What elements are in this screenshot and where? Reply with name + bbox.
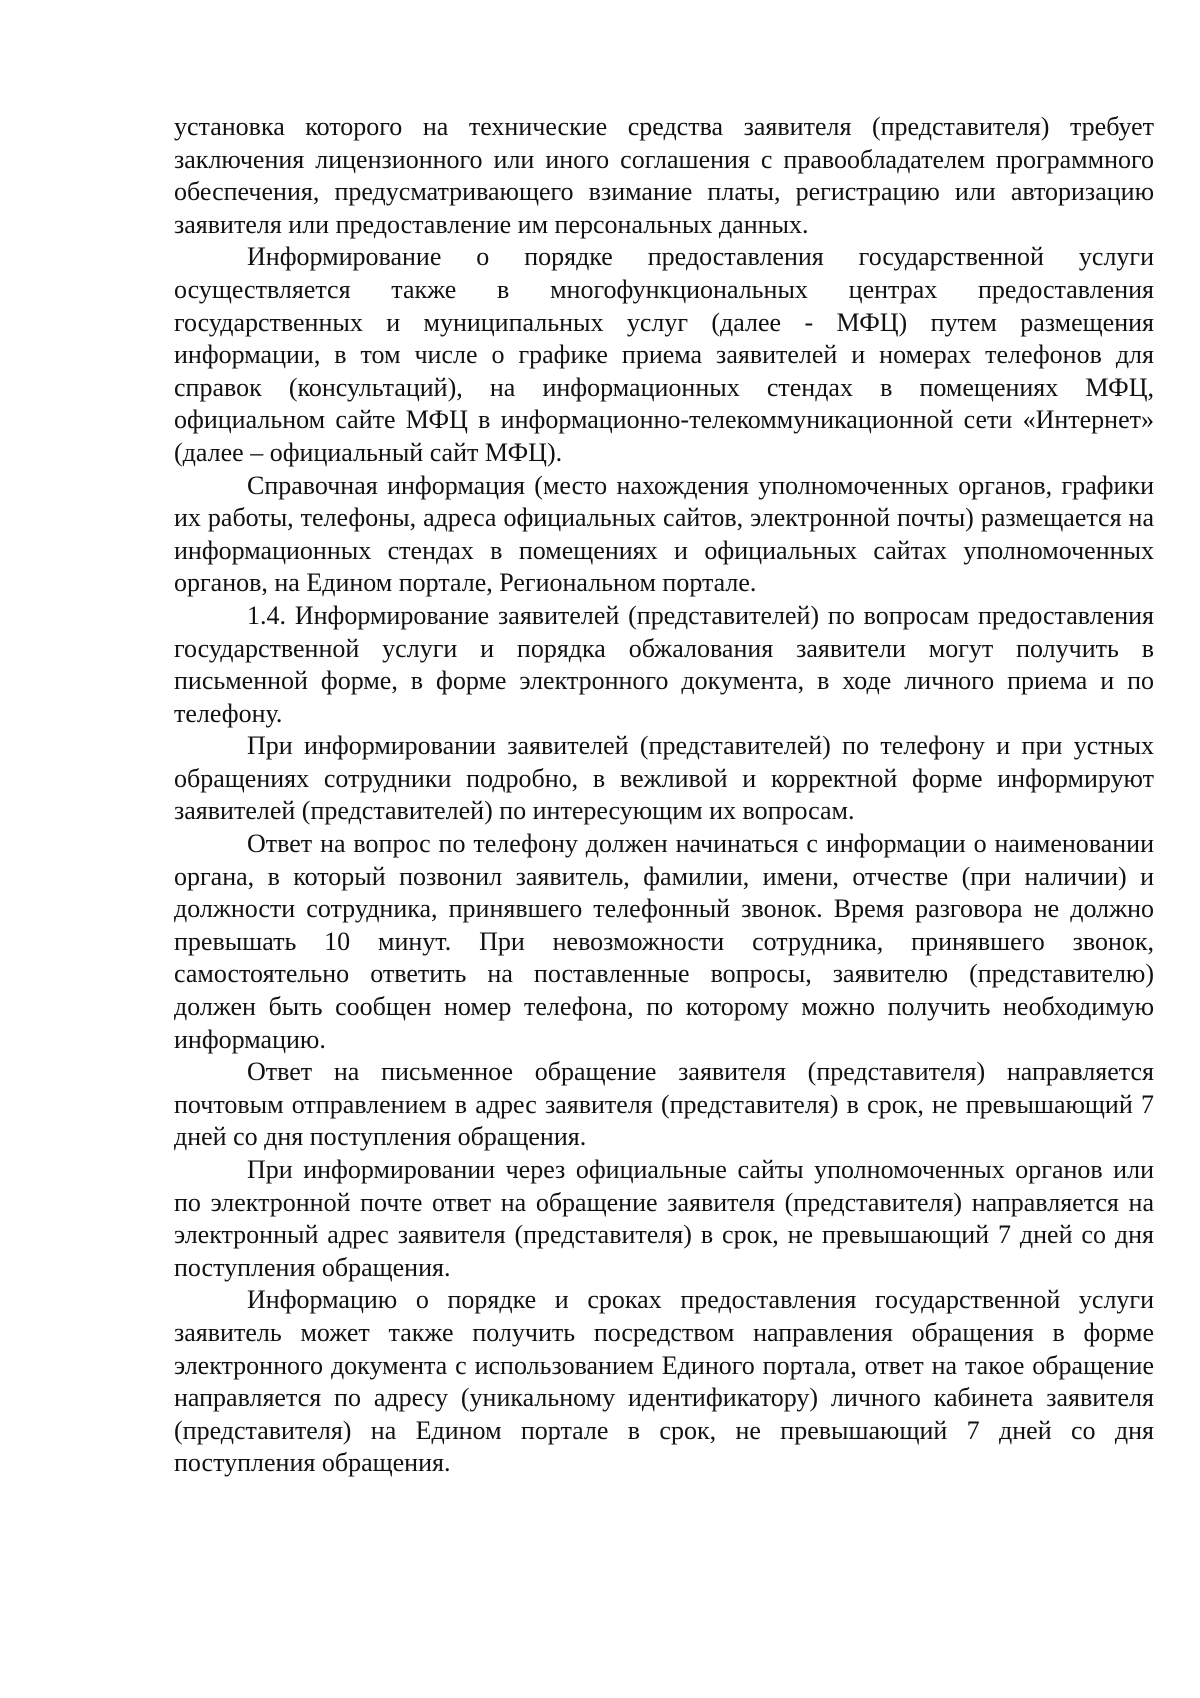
paragraph-portal-answer: Информацию о порядке и сроках предоставления государственной услуги заявитель может также получить посредством направления обращения в форме электронного документа с использованием Единого портала, ответ на такое обращение направляется по адресу (уникальному идентификатору) личного кабинета заявителя (представителя) на Едином портале в срок, не превышающий 7 дней со дня поступления обращения.: [174, 1285, 1154, 1478]
paragraph-website-answer: При информировании через официальные сайты уполномоченных органов или по электронной почте ответ на обращение заявителя (представителя) направляется на электронный адрес заявителя (представителя) в срок, не превышающий 7 дней со дня поступления обращения.: [174, 1155, 1154, 1282]
paragraph-phone-answer: Ответ на вопрос по телефону должен начинаться с информации о наименовании органа, в который позвонил заявитель, фамилии, имени, отчестве (при наличии) и должности сотрудника, принявшего телефонный звонок. Время разговора не должно превышать 10 минут. При невозможности сотрудника, принявшего звонок, самостоятельно ответить на поставленные вопросы, заявителю (представителю) должен быть сообщен номер телефона, по которому можно получить необходимую информацию.: [174, 829, 1154, 1054]
paragraph-continuation: установка которого на технические средства заявителя (представителя) требует заключения лицензионного или иного соглашения с правообладателем программного обеспечения, предусматривающего взимание платы, регистрацию или авторизацию заявителя или предоставление им персональных данных.: [174, 112, 1154, 239]
paragraph-reference-info: Справочная информация (место нахождения уполномоченных органов, графики их работы, телефоны, адреса официальных сайтов, электронной почты) размещается на информационных стендах в помещениях и официальных сайтах уполномоченных органов, на Едином портале, Региональном портале.: [174, 470, 1154, 598]
paragraph-mfc-informing: Информирование о порядке предоставления государственной услуги осуществляется также в многофункциональных центрах предоставления государственных и муниципальных услуг (далее - МФЦ) путем размещения информации, в том числе о графике приема заявителей и номерах телефонов для справок (консультаций), на информационных стендах в помещениях МФЦ, официальном сайте МФЦ в информационно-телекоммуникационной сети «Интернет» (далее – официальный сайт МФЦ).: [174, 242, 1154, 467]
paragraph-written-answer: Ответ на письменное обращение заявителя (представителя) направляется почтовым отправлением в адрес заявителя (представителя) в срок, не превышающий 7 дней со дня поступления обращения.: [174, 1057, 1154, 1152]
document-page: [174, 111, 1154, 1480]
paragraph-phone-informing: При информировании заявителей (представителей) по телефону и при устных обращениях сотрудники подробно, в вежливой и корректной форме информируют заявителей (представителей) по интересующим их вопросам.: [174, 731, 1154, 826]
paragraph-section-1-4: 1.4. Информирование заявителей (представителей) по вопросам предоставления государственной услуги и порядка обжалования заявители могут получить в письменной форме, в форме электронного документа, в ходе личного приема и по телефону.: [174, 600, 1154, 728]
